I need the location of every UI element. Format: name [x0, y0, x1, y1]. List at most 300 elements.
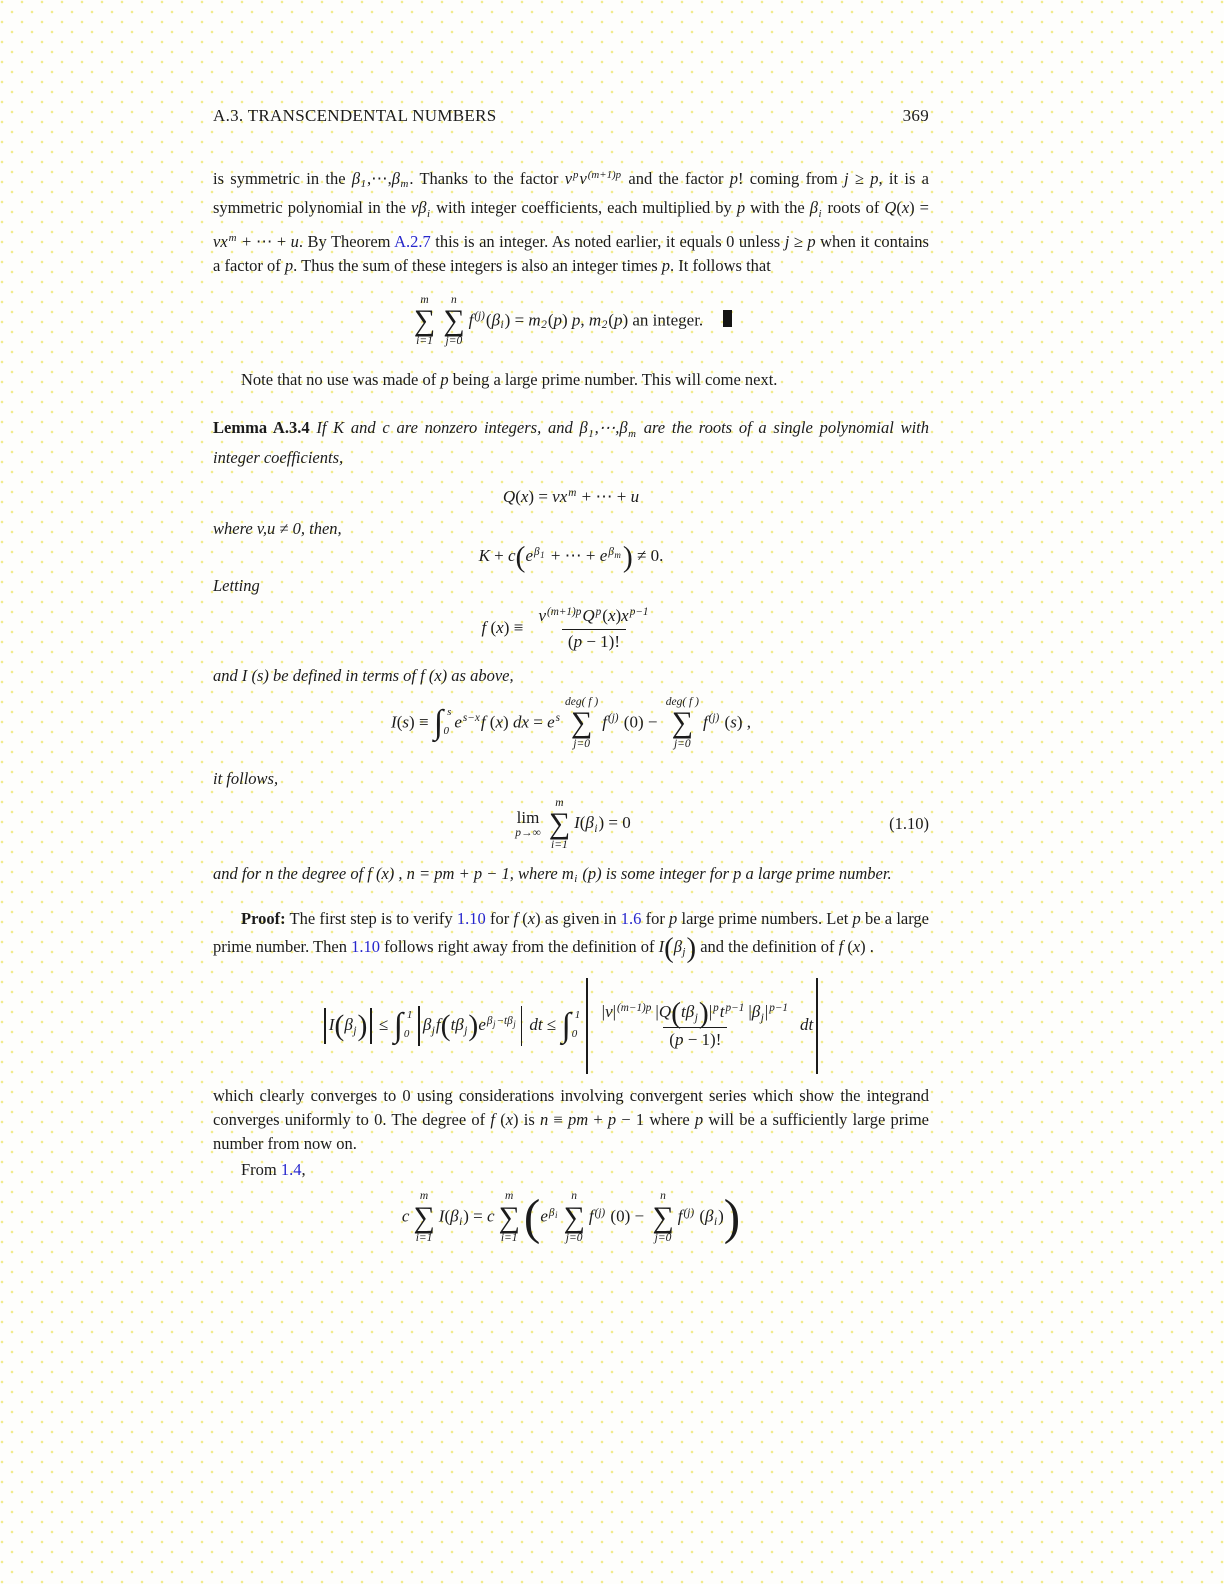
ref-link[interactable]: 1.10 — [456, 909, 486, 929]
math-text: when it contains a factor of — [213, 231, 929, 275]
math-superscript: p−1 — [629, 606, 649, 619]
math-superscript — [534, 546, 546, 558]
math-var: e — [599, 546, 608, 566]
math-var: tβ — [450, 1015, 464, 1035]
sum-upper-limit: m — [555, 796, 564, 809]
math-var: β — [585, 813, 594, 833]
limit-operator — [515, 809, 540, 840]
equation-integral-bound — [213, 978, 929, 1074]
sigma-icon: ∑ — [413, 303, 436, 337]
math-var: e — [478, 1015, 486, 1035]
big-delimiter: ( — [515, 540, 526, 574]
big-delimiter: ) — [622, 540, 633, 574]
page-number: 369 — [902, 106, 929, 125]
math-text: ( — [608, 309, 614, 329]
math-var: f — [702, 712, 708, 732]
math-text: ( — [444, 1206, 451, 1226]
math-subscript: j — [682, 946, 686, 959]
math-var: p — [440, 370, 449, 390]
integral-operator — [394, 1009, 413, 1043]
math-var: s — [402, 712, 409, 732]
fraction — [532, 604, 655, 654]
paragraph-converges — [213, 1084, 929, 1156]
equation-c-sum — [213, 1190, 929, 1245]
math-var: f — [435, 1015, 441, 1035]
math-var: f — [588, 1206, 594, 1226]
sum-upper-limit: n — [660, 1190, 666, 1203]
math-var: f — [490, 1110, 495, 1130]
math-text: which clearly converges to 0 using considerations involving convergent series which show the integrand converges uniformly to 0. The degree of — [213, 1086, 929, 1130]
math-superscript: s−x — [462, 712, 480, 725]
summation-operator — [499, 1190, 520, 1245]
math-var: β — [809, 198, 818, 218]
math-var: K — [478, 546, 490, 566]
sum-upper-limit: m — [420, 293, 429, 306]
paragraph-and-for-n — [213, 862, 929, 891]
math-var: β — [673, 937, 682, 957]
math-var: u — [290, 231, 299, 251]
summation-operator — [666, 696, 699, 751]
vertical-bar-icon — [521, 1006, 522, 1046]
math-text: being a large prime number. This will come next. — [448, 370, 778, 390]
math-var: x — [901, 198, 910, 218]
math-text: From — [241, 1160, 281, 1180]
math-var: u — [630, 486, 640, 506]
math-text: ) = — [463, 1206, 487, 1226]
equation-k-plus-c — [213, 540, 929, 574]
big-delimiter: ) — [698, 996, 709, 1030]
math-subscript: j — [694, 1011, 698, 1024]
math-var: β — [534, 545, 540, 558]
math-var: Q — [502, 486, 516, 506]
sum-lower-limit: i=1 — [500, 1232, 518, 1245]
math-text: + — [588, 1110, 608, 1130]
math-var: f — [480, 712, 486, 732]
vertical-bar-icon — [418, 1006, 419, 1046]
big-delimiter: ( — [440, 1009, 451, 1043]
vertical-bar-icon — [586, 978, 587, 1074]
sum-lower-limit: j=0 — [654, 1232, 672, 1245]
math-subscript: j — [431, 1024, 435, 1037]
big-delimiter: ( — [523, 1189, 541, 1245]
sigma-icon: ∑ — [570, 706, 593, 740]
math-text: ) — [561, 309, 572, 329]
math-text: ≤ — [542, 1015, 561, 1035]
math-text: + — [489, 546, 508, 566]
line-letting — [213, 574, 929, 598]
math-text: . Thanks to the factor — [409, 168, 565, 188]
denominator — [562, 629, 626, 654]
math-text: | — [601, 1002, 606, 1022]
math-var: tβ — [681, 1002, 695, 1022]
math-text: be a large prime number. Then — [213, 909, 930, 957]
integral-lower: 0 — [403, 1028, 410, 1041]
sum-lower-limit: j=0 — [445, 335, 463, 348]
math-var: Letting — [213, 576, 260, 596]
math-superscript: (j) — [607, 712, 619, 725]
math-text: + ⋯ + — [546, 546, 600, 566]
bold-label: Proof: — [241, 909, 286, 929]
math-var: e — [540, 1206, 548, 1226]
big-delimiter: ( — [334, 1009, 345, 1043]
math-var: −tβ — [496, 1015, 513, 1028]
math-text: for — [485, 909, 514, 929]
math-var: Q — [884, 198, 897, 218]
math-subscript: i — [713, 1216, 718, 1229]
math-text: ( — [518, 909, 528, 929]
math-text: ! coming from — [738, 168, 844, 188]
math-text: ≥ — [848, 168, 871, 188]
ref-link[interactable]: 1.4 — [280, 1160, 302, 1180]
math-var: n — [539, 1110, 549, 1130]
math-var: m — [588, 309, 602, 329]
summation-operator — [563, 1190, 584, 1245]
math-var: are the roots of a single polynomial with integer coefficients, — [213, 418, 929, 467]
integral-upper: s — [447, 706, 452, 719]
big-delimiter: ) — [357, 1009, 368, 1043]
numerator — [596, 996, 795, 1030]
math-var: β — [579, 418, 588, 438]
math-text: will be a sufficiently large prime number from now on. — [213, 1110, 930, 1154]
math-var: f — [838, 937, 844, 957]
math-var: v — [538, 606, 546, 626]
math-text: ) ≡ — [503, 617, 528, 637]
math-var: (p) is some integer for p a large prime number. — [578, 863, 892, 883]
math-var: p — [571, 309, 581, 329]
math-var: and I (s) be defined in terms of f (x) as above, — [213, 665, 514, 685]
math-var: Q — [582, 606, 595, 626]
math-text: ) = 0 — [598, 813, 631, 833]
math-text: ( — [396, 712, 403, 732]
math-var: e — [547, 712, 555, 732]
math-text: = — [528, 712, 548, 732]
math-var: c — [508, 546, 516, 566]
integral-upper: 1 — [574, 1009, 581, 1022]
sum-lower-limit: i=1 — [415, 1232, 433, 1245]
math-text: ≡ — [548, 1110, 568, 1130]
page-content — [213, 0, 929, 1245]
math-text: − 1)! — [582, 631, 621, 651]
math-superscript: (j) — [683, 1206, 695, 1219]
vertical-bar-icon — [324, 1008, 325, 1044]
math-text: (0) − — [606, 1206, 649, 1226]
math-var: p — [661, 255, 671, 275]
integral-icon: ∫ — [561, 1007, 571, 1045]
math-var: β — [704, 1206, 714, 1226]
math-var: c — [401, 1206, 410, 1226]
ref-link[interactable]: A.2.7 — [394, 231, 431, 251]
integral-limits — [403, 1009, 413, 1043]
denominator — [663, 1027, 727, 1052]
equation-qx — [213, 488, 929, 505]
math-text: ( — [547, 309, 554, 329]
math-text: | — [748, 1002, 752, 1022]
math-text: ( — [602, 606, 608, 626]
math-var: p — [736, 198, 746, 218]
math-var: s — [730, 712, 737, 732]
math-var: p — [553, 309, 562, 329]
math-text: , it is a symmetric polynomial in the — [213, 168, 929, 218]
big-delimiter: ) — [468, 1009, 479, 1043]
math-text: | — [764, 1002, 769, 1022]
math-superscript: p — [573, 169, 579, 181]
equation-number: (1.10) — [889, 814, 929, 834]
math-var: p — [852, 909, 861, 929]
math-var: x — [607, 606, 616, 626]
math-subscript: 2 — [541, 319, 547, 332]
math-superscript — [487, 1015, 517, 1027]
big-delimiter: ) — [723, 1189, 741, 1245]
math-superscript: (j) — [474, 309, 485, 322]
math-text: ) . — [860, 937, 874, 957]
math-text: | — [612, 1002, 617, 1022]
sigma-icon: ∑ — [443, 303, 465, 337]
sum-lower-limit: i=1 — [416, 335, 433, 348]
math-text: , — [301, 1160, 306, 1180]
math-text: . It follows that — [670, 255, 771, 275]
line-where — [213, 517, 929, 541]
math-text: large prime numbers. Let — [677, 909, 853, 929]
big-delimiter: ) — [686, 932, 697, 965]
summation-operator — [443, 294, 464, 349]
sigma-icon: ∑ — [652, 1200, 674, 1234]
math-superscript — [608, 546, 622, 558]
equation-sum-m2p — [213, 294, 929, 349]
math-text: ) ≡ — [408, 712, 433, 732]
math-text: ( — [695, 1206, 705, 1226]
math-text: with integer coefficients, each multiplied by — [431, 198, 737, 218]
math-subscript: j — [464, 1024, 468, 1037]
summation-operator — [565, 696, 598, 751]
math-subscript: m — [400, 178, 409, 191]
math-var: c — [486, 1206, 495, 1226]
sigma-icon: ∑ — [548, 807, 571, 841]
math-var: β — [491, 309, 501, 329]
math-superscript: (j) — [594, 1206, 606, 1219]
math-subscript: i — [459, 1216, 463, 1229]
math-superscript: (m+1)p — [587, 169, 622, 181]
equation-1-10-body — [511, 796, 631, 851]
ref-link[interactable]: 1.6 — [620, 909, 642, 929]
math-var: f — [481, 617, 487, 637]
math-var: p — [807, 231, 816, 251]
math-var: I — [328, 1015, 335, 1035]
math-text: ) , — [736, 712, 751, 732]
math-var: v — [605, 1002, 613, 1022]
equation-1-10 — [213, 797, 929, 852]
math-var: f — [602, 712, 607, 732]
math-var: β — [351, 168, 361, 188]
math-superscript: p — [713, 1002, 719, 1015]
math-var: p — [674, 1030, 684, 1050]
math-text: ) as given in — [535, 909, 621, 929]
math-var: j — [784, 231, 790, 251]
math-text: ,⋯, — [367, 168, 392, 188]
math-text: ) = — [528, 486, 553, 506]
math-text: − 1)! — [683, 1030, 722, 1050]
bold-label: Lemma A.3.4 — [213, 418, 310, 438]
math-var: p — [870, 168, 879, 188]
math-text: ) = — [909, 198, 929, 218]
math-text: ) — [718, 1206, 724, 1226]
math-text: ( — [486, 617, 497, 637]
line-from-ref — [213, 1158, 929, 1182]
math-var: β — [422, 1015, 432, 1035]
page-header — [213, 106, 929, 126]
math-superscript: m — [568, 486, 577, 499]
math-text: ≤ — [374, 1015, 393, 1035]
math-text: ( — [485, 712, 496, 732]
math-var: x — [505, 1110, 514, 1130]
summation-operator — [413, 1190, 434, 1245]
math-text: + ⋯ + — [237, 231, 291, 251]
integral-limits — [571, 1009, 581, 1043]
math-var: f — [468, 309, 474, 329]
math-subscript: 2 — [601, 319, 608, 332]
math-var: I — [438, 1206, 445, 1226]
math-subscript: j — [760, 1011, 764, 1024]
math-text: for — [641, 909, 670, 929]
math-text: ≥ — [789, 231, 808, 251]
math-text: ( — [494, 1110, 506, 1130]
sigma-icon: ∑ — [498, 1200, 520, 1234]
math-subscript: 1 — [588, 427, 594, 440]
math-var: dt — [800, 1015, 814, 1035]
math-var: β — [619, 418, 628, 438]
lemma-a-3-4 — [213, 416, 929, 469]
math-superscript: (m−1)p — [617, 1002, 652, 1015]
math-text: ) is — [513, 1110, 540, 1130]
sum-upper-limit: deg( f ) — [565, 695, 599, 708]
sigma-icon: ∑ — [413, 1200, 435, 1234]
vertical-bar-icon — [370, 1008, 371, 1044]
math-subscript: j — [513, 1018, 516, 1029]
math-subscript: i — [554, 1210, 558, 1221]
math-subscript: m — [614, 549, 621, 560]
math-var: dx — [512, 712, 529, 732]
math-text: ( — [579, 813, 586, 833]
math-subscript: i — [574, 873, 578, 886]
math-text: | — [708, 1002, 713, 1022]
math-text: and the definition of — [696, 937, 839, 957]
math-var: vx — [552, 486, 568, 506]
integral-lower: 0 — [571, 1028, 578, 1041]
math-text: is symmetric in the — [213, 168, 352, 188]
math-var: j — [843, 168, 849, 188]
math-text: . By Theorem — [298, 231, 395, 251]
sum-lower-limit: j=0 — [573, 737, 590, 750]
math-var: I — [391, 712, 397, 732]
numerator — [532, 604, 655, 629]
integral-icon: ∫ — [393, 1007, 403, 1045]
math-superscript: (j) — [708, 712, 720, 725]
math-var: p — [607, 1110, 617, 1130]
math-text: roots of — [822, 198, 885, 218]
math-var: x — [852, 937, 861, 957]
math-superscript: (m+1)p — [547, 606, 582, 619]
fraction — [596, 996, 795, 1052]
math-var: β — [751, 1002, 761, 1022]
math-var: p — [729, 168, 738, 188]
math-text: | — [655, 1002, 659, 1022]
math-var: x — [527, 909, 536, 929]
math-text: + ⋯ + — [577, 486, 631, 506]
sum-lower-limit: j=0 — [673, 737, 691, 750]
sigma-icon: ∑ — [671, 706, 694, 740]
math-var: f — [513, 909, 519, 929]
math-var: f — [677, 1206, 683, 1226]
math-text: ( — [485, 309, 492, 329]
integral-operator — [434, 706, 452, 740]
math-text: follows right away from the definition of — [379, 937, 659, 957]
vertical-bar-icon — [816, 978, 817, 1074]
sum-upper-limit: n — [571, 1190, 578, 1203]
equation-is-integral — [213, 696, 929, 751]
math-var: e — [454, 712, 462, 732]
math-var: p — [573, 631, 583, 651]
paragraph-note — [213, 368, 929, 392]
line-it-follows — [213, 767, 929, 791]
math-text: ( — [669, 1030, 675, 1050]
math-text: ) — [615, 606, 622, 626]
math-var: t — [719, 1002, 725, 1022]
math-var: β — [548, 1206, 555, 1219]
math-text: ( — [843, 937, 853, 957]
lim-label: lim — [516, 807, 540, 827]
math-var: x — [495, 712, 504, 732]
math-var: e — [525, 546, 534, 566]
math-var: pm — [567, 1110, 589, 1130]
math-subscript: 1 — [360, 178, 366, 191]
ref-link[interactable]: 1.10 — [351, 937, 380, 957]
sigma-icon: ∑ — [563, 1200, 585, 1234]
math-superscript: p — [595, 606, 602, 619]
paragraph-symmetric — [213, 163, 929, 278]
math-var: dt — [525, 1015, 543, 1035]
math-var: β — [486, 1015, 493, 1028]
math-text: − 1 where — [616, 1110, 695, 1130]
qed-square-icon — [723, 310, 732, 327]
summation-operator — [414, 294, 435, 349]
math-subscript: m — [628, 427, 636, 440]
math-superscript: p−1 — [769, 1002, 789, 1015]
math-var: p — [694, 1110, 704, 1130]
math-subscript: i — [818, 207, 822, 220]
math-var: where v,u ≠ 0, then, — [213, 518, 342, 538]
running-head: A.3. TRANSCENDENTAL NUMBERS — [213, 106, 497, 125]
math-text: ( — [896, 198, 902, 218]
math-superscript: s — [555, 712, 560, 725]
math-var: p — [669, 909, 678, 929]
math-text: ) = — [504, 309, 529, 329]
math-var: m — [528, 309, 541, 329]
math-text: ≠ 0. — [632, 546, 664, 566]
math-subscript: i — [427, 207, 431, 220]
math-var: and for n the degree of f (x) , n = pm + p − 1, where m — [213, 863, 574, 883]
math-text: ( — [720, 712, 731, 732]
line-and-is — [213, 664, 929, 688]
math-text: ) — [503, 712, 513, 732]
math-subscript: i — [500, 319, 504, 332]
math-subscript: j — [353, 1024, 357, 1037]
math-text: Note that no use was made of — [241, 370, 441, 390]
big-delimiter: ( — [671, 996, 682, 1030]
math-var: vx — [213, 231, 228, 251]
math-text: ( — [515, 486, 521, 506]
math-superscript: m — [228, 231, 237, 244]
sum-lower-limit: i=1 — [551, 838, 568, 851]
math-text: and the factor — [622, 168, 730, 188]
